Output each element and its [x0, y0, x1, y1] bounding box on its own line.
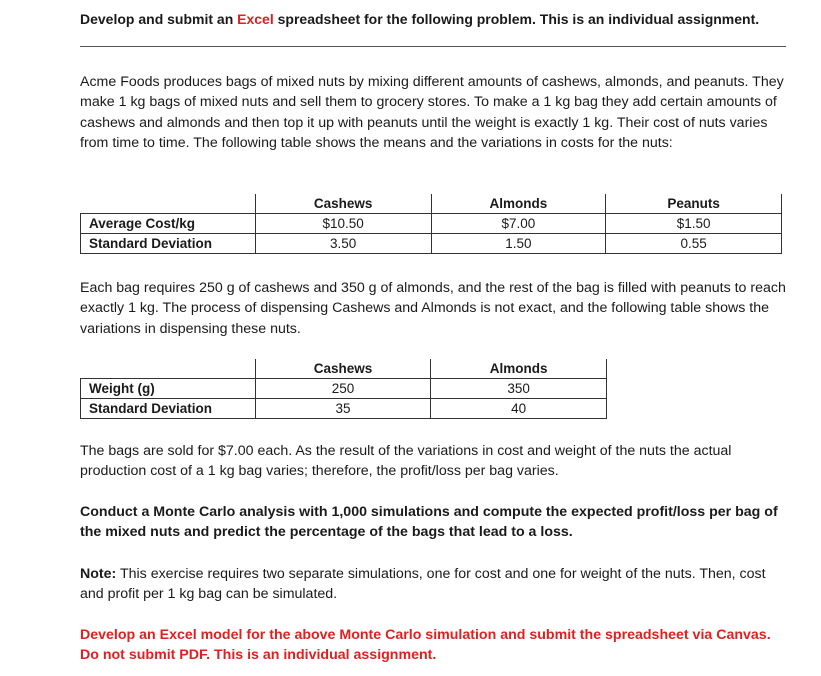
cell-value: 350 — [431, 379, 607, 399]
header-prefix: Develop and submit an — [80, 11, 238, 27]
weight-header-almonds: Almonds — [431, 359, 607, 379]
table-row — [81, 234, 782, 254]
cell-value: $10.50 — [255, 214, 431, 234]
row-label: Standard Deviation — [81, 399, 256, 419]
cell-value: $1.50 — [606, 214, 782, 234]
sale-paragraph: The bags are sold for $7.00 each. As the result of the variations in cost and weight of the nuts the actual production cost of a 1 kg bag varies; therefore, the profit/loss per bag varies. — [80, 443, 732, 480]
final-instruction: Develop an Excel model for the above Monte Carlo simulation and submit the spreadsheet via Canvas. Do not submit PDF. This is an individual assignment. — [80, 627, 771, 664]
note-label: Note: — [80, 566, 117, 582]
cell-value: 40 — [431, 399, 607, 419]
cost-header-peanuts: Peanuts — [606, 194, 782, 214]
row-label: Standard Deviation — [81, 234, 256, 254]
cell-value: 1.50 — [431, 234, 606, 254]
cell-value: 3.50 — [255, 234, 431, 254]
table-row — [81, 214, 782, 234]
cell-value: 35 — [255, 399, 431, 419]
weight-header-cashews: Cashews — [255, 359, 431, 379]
table-row — [81, 399, 607, 419]
row-label: Average Cost/kg — [81, 214, 256, 234]
cost-header-cashews: Cashews — [255, 194, 431, 214]
dispense-paragraph: Each bag requires 250 g of cashews and 350 g of almonds, and the rest of the bag is filled with peanuts to reach exactly 1 kg. The process of dispensing Cashews and Almonds is not exact, and the following table shows the variations in dispensing these nuts. — [80, 280, 786, 337]
cell-value: 0.55 — [606, 234, 782, 254]
header-divider — [80, 46, 786, 47]
note-text: This exercise requires two separate simulations, one for cost and one for weight of the nuts. Then, cost and profit per 1 kg bag can be simulated. — [80, 566, 766, 603]
cost-table — [80, 194, 782, 254]
cell-value: 250 — [255, 379, 431, 399]
header-highlight: Excel — [237, 11, 274, 27]
header-suffix: spreadsheet for the following problem. This is an individual assignment. — [273, 11, 760, 27]
weight-table-corner — [81, 359, 256, 379]
note-paragraph — [80, 564, 792, 605]
cell-value: $7.00 — [431, 214, 606, 234]
row-label: Weight (g) — [81, 379, 256, 399]
intro-paragraph: Acme Foods produces bags of mixed nuts by mixing different amounts of cashews, almonds, and peanuts. They make 1 kg bags of mixed nuts and sell them to grocery stores. To make a 1 kg bag they add certain amounts of cashews and almonds and then top it up with peanuts until the weight is exactly 1 kg. Their cost of nuts varies from time to time. The following table shows the means and the variations in costs for the nuts: — [80, 74, 784, 151]
weight-table — [80, 359, 607, 419]
task-paragraph: Conduct a Monte Carlo analysis with 1,000 simulations and compute the expected profit/loss per bag of the mixed nuts and predict the percentage of the bags that lead to a loss. — [80, 504, 778, 541]
cost-table-corner — [81, 194, 256, 214]
cost-header-almonds: Almonds — [431, 194, 606, 214]
table-row — [81, 379, 607, 399]
assignment-header — [80, 10, 800, 28]
